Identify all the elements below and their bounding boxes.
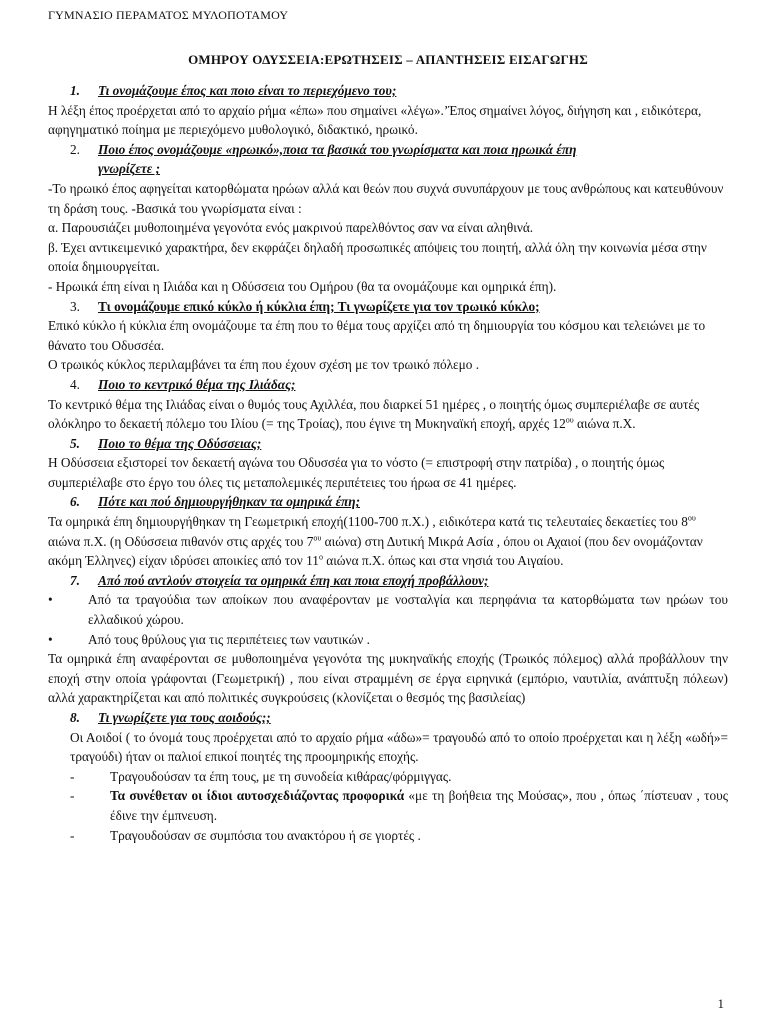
question-text: Πότε και πού δημιουργήθηκαν τα ομηρικά έπη; bbox=[98, 494, 361, 510]
bullet-text: Από τα τραγούδια των αποίκων που αναφέρονταν με νοσταλγία και περηφάνια τα κατορθώματα των ηρώων του ελλαδικού χώρου. bbox=[88, 592, 728, 628]
document-body bbox=[48, 81, 728, 845]
school-name: ΓΥΜΝΑΣΙΟ ΠΕΡΑΜΑΤΟΣ ΜΥΛΟΠΟΤΑΜΟΥ bbox=[48, 8, 289, 22]
question-text-line1: Ποιο έπος ονομάζουμε «ηρωικό»,ποια τα βασικά του γνωρίσματα και ποια ηρωικά έπη bbox=[98, 141, 577, 157]
dash-item bbox=[70, 826, 728, 846]
answer-4-text-end: αιώνα π.Χ. bbox=[573, 416, 636, 432]
answer-2-item-a: α. Παρουσιάζει μυθοποιημένα γεγονότα ενός μακρινού παρελθόντος σαν να είναι αληθινά. bbox=[48, 220, 534, 236]
question-4 bbox=[48, 375, 728, 395]
question-text: Ποιο το κεντρικό θέμα της Ιλιάδας; bbox=[98, 376, 296, 392]
ordinal-suffix: ο bbox=[318, 552, 323, 562]
question-number: 8. bbox=[70, 710, 80, 725]
bullet-icon: • bbox=[48, 592, 53, 608]
question-number: 3. bbox=[70, 298, 80, 314]
question-number: 1. bbox=[70, 83, 80, 98]
bullet-text: Από τους θρύλους για τις περιπέτειες των ναυτικών . bbox=[88, 631, 370, 647]
dash-marker: - bbox=[70, 788, 75, 804]
question-6 bbox=[48, 492, 728, 512]
question-number: 7. bbox=[70, 572, 80, 588]
answer-2-epics: - Ηρωικά έπη είναι η Ιλιάδα και η Οδύσσεια του Ομήρου (θα τα ονομάζουμε και ομηρικά έπη). bbox=[48, 278, 557, 294]
ordinal-suffix: ου bbox=[313, 533, 322, 543]
dash-text-bold: Τα συνέθεταν οι ίδιοι αυτοσχεδιάζοντας προφορικά bbox=[110, 788, 405, 804]
answer-7: Τα ομηρικά έπη αναφέρονται σε μυθοποιημένα γεγονότα της μυκηναϊκής εποχής (Τρωικός πόλεμος) αλλά προβάλλουν την εποχή στην οποία γράφονται (Γεωμετρική) , που είναι στραμμένη σε έργα ειρηνικά (εμπόριο, ναυτιλία, ανάπτυξη πόλεων) αλλά χαρακτηρίζεται και από πολιτικές συγκρούσεις (κλονίζεται ο θεσμός της βασιλείας) bbox=[48, 651, 728, 706]
answer-6-part-a: Τα ομηρικά έπη δημιουργήθηκαν τη Γεωμετρική εποχή(1100-700 π.Χ.) , ειδικότερα κατά τις τελευταίες δεκαετίες του 8 bbox=[48, 514, 688, 530]
answer-6-part-d: αιώνα π.Χ. όπως και στα νησιά του Αιγαίου. bbox=[322, 553, 564, 569]
question-number: 4. bbox=[70, 376, 80, 392]
bullet-item bbox=[48, 630, 728, 650]
answer-2-intro: -Το ηρωικό έπος αφηγείται κατορθώματα ηρώων αλλά και θεών που συχνά συνυπάρχουν με τους ανθρώπους και κατευθύνουν τη δράση τους. -Βασικά του γνωρίσματα είναι : bbox=[48, 180, 724, 216]
answer-1: Η λέξη έπος προέρχεται από το αρχαίο ρήμα «έπω» που σημαίνει «λέγω».’Έπος σημαίνει λόγος, διήγηση και , ειδικότερα, αφηγηματικό ποίημα με περιεχόμενο μυθολογικό, διδακτικό, ηρωικό. bbox=[48, 102, 702, 138]
dash-marker: - bbox=[70, 768, 75, 784]
question-3 bbox=[48, 297, 728, 317]
bullet-icon: • bbox=[48, 631, 53, 647]
question-number: 5. bbox=[70, 435, 80, 451]
question-1 bbox=[48, 81, 728, 101]
dash-item bbox=[70, 786, 728, 825]
answer-6-part-b: αιώνα π.Χ. (η Οδύσσεια πιθανόν στις αρχές του 7 bbox=[48, 533, 314, 549]
bullet-item bbox=[48, 590, 728, 629]
answer-2-item-b: β. Έχει αντικειμενικό χαρακτήρα, δεν εκφράζει δηλαδή προσωπικές απόψεις του ποιητή, αλλά όλη την κοινωνία μέσα στην οποία δημιουργείται. bbox=[48, 239, 707, 275]
ordinal-suffix: ου bbox=[565, 415, 574, 425]
question-2 bbox=[48, 140, 728, 179]
answer-3-cycle: Επικό κύκλο ή κύκλια έπη ονομάζουμε τα έπη που το θέμα τους αρχίζει από τη δημιουργία του κόσμου και τελειώνει με το θάνατο του Οδυσσέα. bbox=[48, 318, 706, 353]
answer-5: Η Οδύσσεια εξιστορεί τον δεκαετή αγώνα του Οδυσσέα για το νόστο (= επιστροφή στην πατρίδα) , ο ποιητής όμως συμπεριέλαβε στο έργο του όλες τις μεταπολεμικές περιπέτειες του ήρωα σε 41 ημέρες. bbox=[48, 455, 665, 490]
answer-3-trojan: Ο τρωικός κύκλος περιλαμβάνει τα έπη που έχουν σχέση με τον τρωικό πόλεμο . bbox=[48, 357, 480, 373]
question-5 bbox=[48, 434, 728, 454]
question-8 bbox=[48, 708, 728, 728]
answer-8: Οι Αοιδοί ( το όνομά τους προέρχεται από το αρχαίο ρήμα «άδω»= τραγουδώ από το οποίο προέρχεται και η λέξη «ωδή»= τραγούδι) ήταν οι παλιοί επικοί ποιητές της προομηρικής εποχής. bbox=[70, 729, 728, 765]
dash-text: «με τη βοήθεια της Μούσας», που , όπως ΄πίστευαν , τους έδινε την έμπνευση. bbox=[110, 788, 728, 823]
question-number: 2. bbox=[70, 141, 80, 157]
dash-text: Τραγουδούσαν τα έπη τους, με τη συνοδεία κιθάρας/φόρμιγγας. bbox=[110, 768, 452, 784]
document-title: ΟΜΗΡΟΥ ΟΔΥΣΣΕΙΑ:ΕΡΩΤΗΣΕΙΣ – ΑΠΑΝΤΗΣΕΙΣ ΕΙΣΑΓΩΓΗΣ bbox=[188, 52, 588, 67]
question-text-line2: γνωρίζετε ; bbox=[98, 161, 161, 177]
ordinal-suffix: ου bbox=[687, 513, 696, 523]
dash-marker: - bbox=[70, 827, 75, 843]
question-text: Τι γνωρίζετε για τους αοιδούς;; bbox=[98, 710, 271, 725]
answer-4 bbox=[48, 395, 728, 434]
question-text: Τι ονομάζουμε επικό κύκλο ή κύκλια έπη; Τι γνωρίζετε για τον τρωικό κύκλο; bbox=[98, 298, 540, 314]
dash-text: Τραγουδούσαν σε συμπόσια του ανακτόρου ή σε γιορτές . bbox=[110, 827, 421, 843]
dash-item bbox=[70, 767, 728, 787]
page-number: 1 bbox=[717, 996, 724, 1011]
question-number: 6. bbox=[70, 494, 80, 510]
question-7 bbox=[48, 571, 728, 591]
question-text: Ποιο το θέμα της Οδύσσειας; bbox=[98, 435, 262, 451]
answer-6-part-c: αιώνα) στη Δυτική Μικρά Ασία , όπου οι Αχαιοί (που δεν ονομάζονταν ακόμη Έλληνες) είχαν ιδρύσει αποικίες από τον 11 bbox=[48, 533, 703, 569]
question-text: Τι ονομάζουμε έπος και ποιο είναι το περιεχόμενο του; bbox=[98, 83, 397, 98]
question-text: Από πού αντλούν στοιχεία τα ομηρικά έπη και ποια εποχή προβάλλουν; bbox=[98, 572, 489, 588]
answer-6 bbox=[48, 512, 728, 571]
answer-4-text: Το κεντρικό θέμα της Ιλιάδας είναι ο θυμός τους Αχιλλέα, που διαρκεί 51 ημέρες , ο ποιητής όμως συμπεριέλαβε σε αυτές ολόκληρο το δεκαετή πόλεμο του Ιλίου (= της Τροίας), που έγινε τη Μυκηναϊκή εποχή, αρχές 12 bbox=[48, 396, 700, 432]
